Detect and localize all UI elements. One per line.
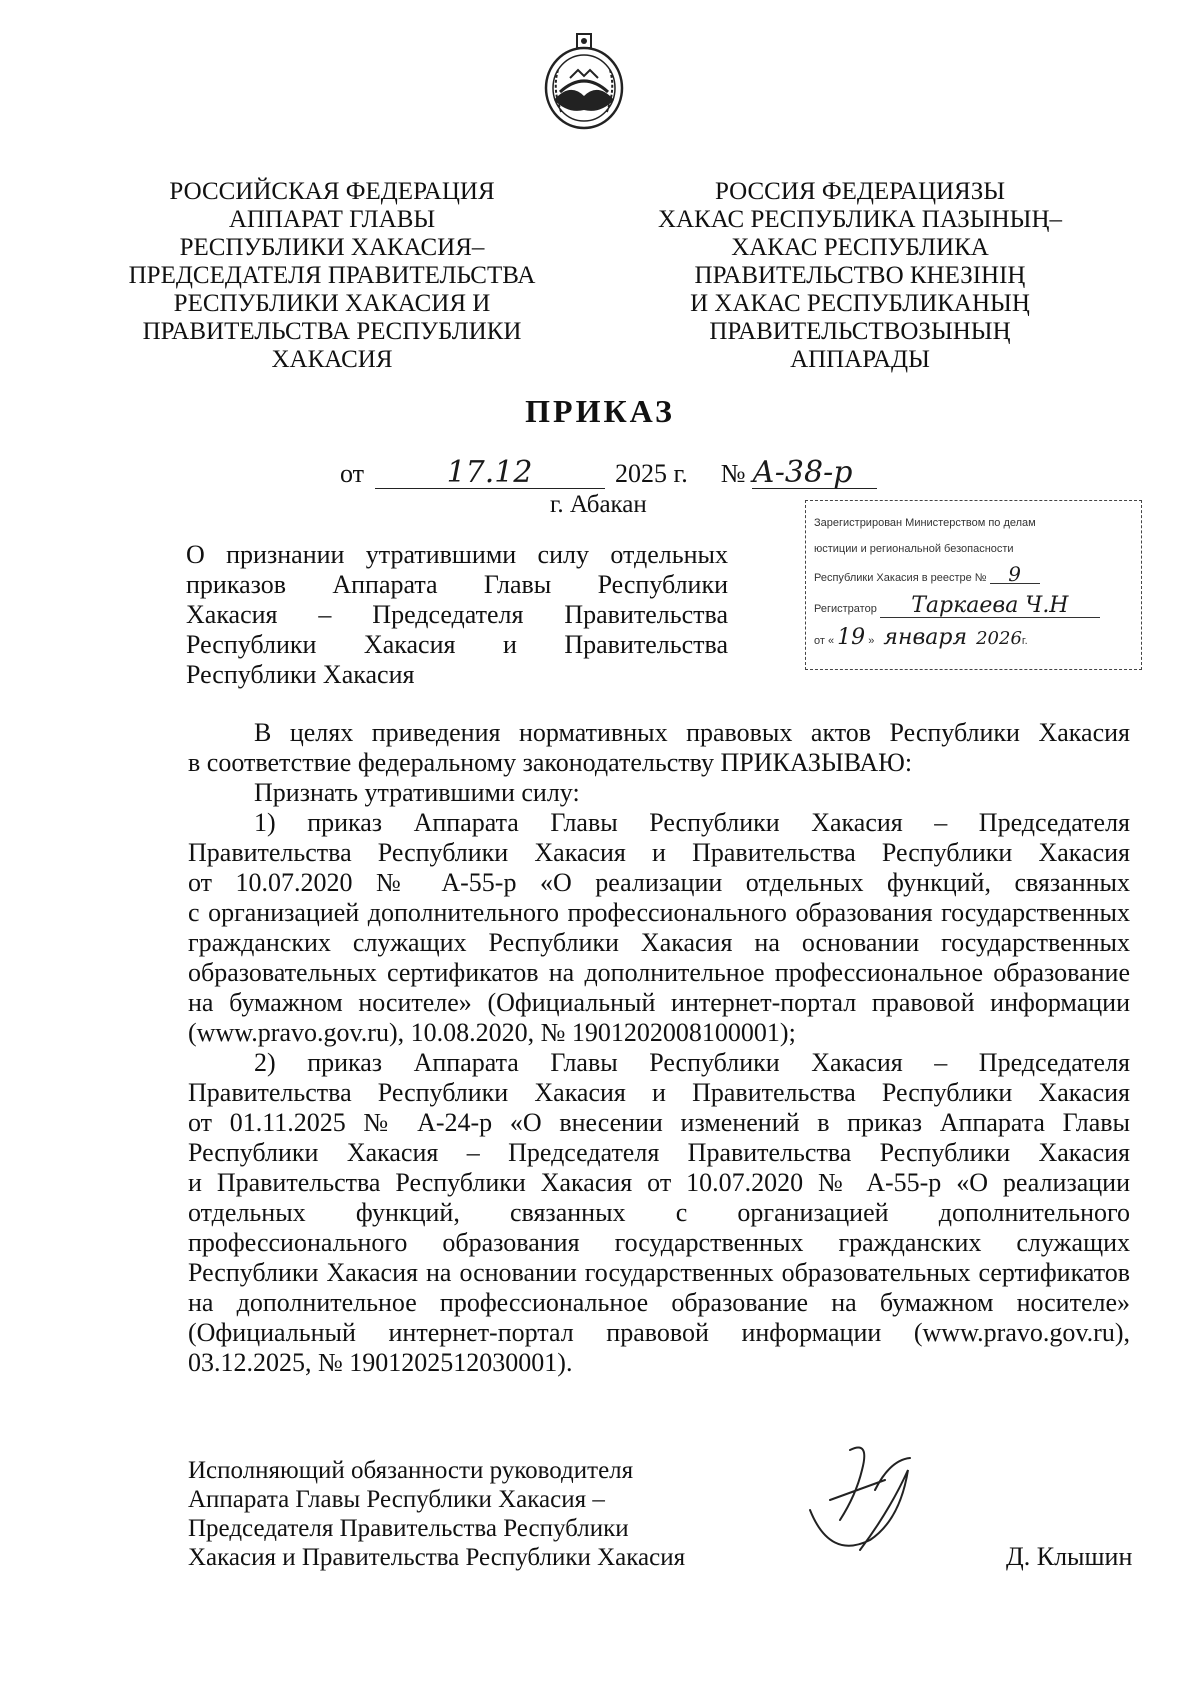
date-prefix: от xyxy=(340,459,365,488)
body-line: В целях приведения нормативных правовых актов Республики Хакасия xyxy=(254,718,1130,747)
body-line: на бумажном носителе» (Официальный интернет-портал правовой информации xyxy=(188,988,1130,1017)
coat-of-arms-emblem xyxy=(540,30,628,132)
header-left-line: РЕСПУБЛИКИ ХАКАСИЯ И xyxy=(173,290,491,317)
header-right-line: ХАКАС РЕСПУБЛИКА xyxy=(731,234,989,261)
body-line: (Официальный интернет-портал правовой информации (www.pravo.gov.ru), xyxy=(188,1318,1130,1347)
body-line: 03.12.2025, № 1901202512030001). xyxy=(188,1348,573,1377)
body-line: гражданских служащих Республики Хакасия на основании государственных xyxy=(188,928,1130,957)
date-handwritten: 17.12 xyxy=(375,458,605,489)
date-year: 2025 г. xyxy=(615,459,688,488)
header-right-line: АППАРАДЫ xyxy=(790,346,930,373)
body-line: с организацией дополнительного профессионального образования государственных xyxy=(188,898,1130,927)
subject-line: Хакасия – Председателя Правительства xyxy=(186,600,728,629)
header-left xyxy=(112,178,552,374)
stamp-date-day: 19 xyxy=(837,625,866,650)
body-line: и Правительства Республики Хакасия от 10.07.2020 № А-55-р «О реализации xyxy=(188,1168,1130,1197)
body-line: на дополнительное профессиональное образование на бумажном носителе» xyxy=(188,1288,1130,1317)
stamp-registrar-label: Регистратор xyxy=(814,603,877,615)
header-right-line: ПРАВИТЕЛЬСТВО КНЕЗIНIҢ xyxy=(694,262,1026,289)
registration-stamp xyxy=(805,500,1142,670)
subject-line: Республики Хакасия и Правительства xyxy=(186,630,728,659)
header-left-line: РЕСПУБЛИКИ ХАКАСИЯ– xyxy=(179,234,485,261)
stamp-line-2: юстиции и региональной безопасности xyxy=(814,543,1014,555)
number-handwritten: А-38-р xyxy=(752,458,877,489)
stamp-line-3 xyxy=(814,562,1040,586)
header-right-line: ПРАВИТЕЛЬСТВОЗЫНЫҢ xyxy=(709,318,1011,345)
signer-position-line: Хакасия и Правительства Республики Хакасия xyxy=(188,1544,686,1571)
stamp-date-prefix: от « xyxy=(814,635,835,647)
body-line: профессионального образования государственных гражданских служащих xyxy=(188,1228,1130,1257)
body-line: Республики Хакасия на основании государственных образовательных сертификатов xyxy=(188,1258,1130,1287)
stamp-registry-number: 9 xyxy=(990,565,1040,584)
subject-line: О признании утратившими силу отдельных xyxy=(186,540,728,569)
subject-block xyxy=(186,540,728,690)
stamp-registrar-signature: Таркаева Ч.Н xyxy=(880,595,1100,618)
city: г. Абакан xyxy=(550,491,647,518)
number-sign: № xyxy=(720,459,746,488)
body-line: Правительства Республики Хакасия и Правительства Республики Хакасия xyxy=(188,1078,1130,1107)
body-line: 2) приказ Аппарата Главы Республики Хакасия – Председателя xyxy=(254,1048,1130,1077)
signer-name: Д. Клышин xyxy=(1006,1542,1133,1571)
body-line: образовательных сертификатов на дополнительное профессиональное образование xyxy=(188,958,1130,987)
subject-line: Республики Хакасия xyxy=(186,660,415,689)
header-left-line: ХАКАСИЯ xyxy=(271,346,393,373)
header-right xyxy=(640,178,1080,374)
body-text xyxy=(188,718,1130,1378)
signer-position-line: Исполняющий обязанности руководителя xyxy=(188,1457,634,1484)
body-line: от 01.11.2025 № А-24-р «О внесении изменений в приказ Аппарата Главы xyxy=(188,1108,1130,1137)
body-line: в соответствие федеральному законодательству ПРИКАЗЫВАЮ: xyxy=(188,748,913,777)
body-line: Правительства Республики Хакасия и Правительства Республики Хакасия xyxy=(188,838,1130,867)
header-right-line: ХАКАС РЕСПУБЛИКА ПАЗЫНЫҢ– xyxy=(657,206,1063,233)
stamp-date-month: января xyxy=(883,625,968,650)
stamp-line-1: Зарегистрирован Министерством по делам xyxy=(814,517,1036,529)
header-right-line: РОССИЯ ФЕДЕРАЦИЯЗЫ xyxy=(714,178,1006,205)
header-left-line: АППАРАТ ГЛАВЫ xyxy=(228,206,436,233)
stamp-line-4 xyxy=(814,595,1100,618)
stamp-registry-label: Республики Хакасия в реестре № xyxy=(814,572,987,584)
body-line: 1) приказ Аппарата Главы Республики Хакасия – Председателя xyxy=(254,808,1130,837)
body-line: (www.pravo.gov.ru), 10.08.2020, № 1901202008100001); xyxy=(188,1018,796,1047)
header-left-line: ПРЕДСЕДАТЕЛЯ ПРАВИТЕЛЬСТВА xyxy=(128,262,536,289)
body-line: отдельных функций, связанных с организацией дополнительного xyxy=(188,1198,1130,1227)
body-line: Республики Хакасия – Председателя Правительства Республики Хакасия xyxy=(188,1138,1130,1167)
signature-block xyxy=(188,1456,748,1572)
stamp-date-suffix: г. xyxy=(1021,635,1028,647)
date-line xyxy=(340,455,900,490)
document-title: ПРИКАЗ xyxy=(525,393,675,429)
signer-position-line: Аппарата Главы Республики Хакасия – xyxy=(188,1486,605,1513)
stamp-line-5: от « 19 » января 2026г. xyxy=(814,625,1028,650)
stamp-date-year: 2026 xyxy=(976,628,1022,649)
body-line: от 10.07.2020 № А-55-р «О реализации отдельных функций, связанных xyxy=(188,868,1130,897)
signer-position-line: Председателя Правительства Республики xyxy=(188,1515,629,1542)
subject-line: приказов Аппарата Главы Республики xyxy=(186,570,728,599)
body-line: Признать утратившими силу: xyxy=(254,778,580,807)
header-left-line: ПРАВИТЕЛЬСТВА РЕСПУБЛИКИ xyxy=(142,318,522,345)
handwritten-signature xyxy=(790,1440,940,1570)
header-right-line: И ХАКАС РЕСПУБЛИКАНЫҢ xyxy=(690,290,1030,317)
header-left-line: РОССИЙСКАЯ ФЕДЕРАЦИЯ xyxy=(169,178,495,205)
